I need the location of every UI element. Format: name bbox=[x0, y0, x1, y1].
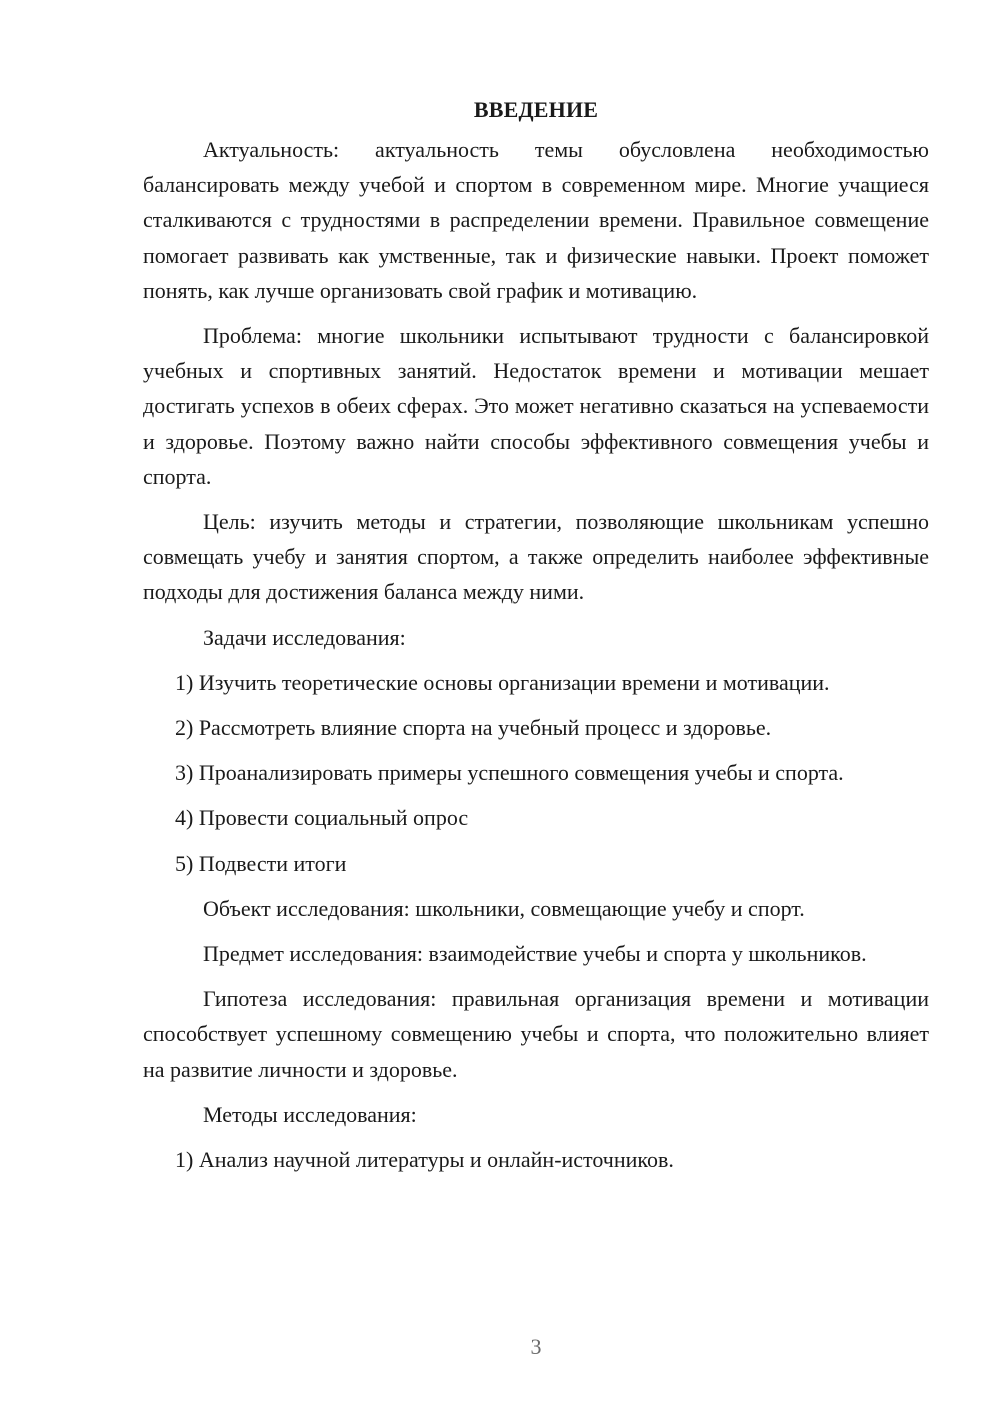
task-item-3: 3) Проанализировать примеры успешного совмещения учебы и спорта. bbox=[175, 760, 844, 786]
task-item-2: 2) Рассмотреть влияние спорта на учебный процесс и здоровье. bbox=[175, 715, 772, 741]
task-item-4: 4) Провести социальный опрос bbox=[175, 805, 469, 831]
page-number: 3 bbox=[530, 1334, 542, 1359]
tasks-title: Задачи исследования: bbox=[203, 624, 406, 650]
paragraph-object: Объект исследования: школьники, совмещающие учебу и спорт. bbox=[203, 895, 805, 921]
document-page bbox=[143, 92, 929, 1187]
task-item-5: 5) Подвести итоги bbox=[175, 850, 347, 876]
task-item-1: 1) Изучить теоретические основы организации времени и мотивации. bbox=[175, 669, 830, 695]
paragraph-problem: Проблема: многие школьники испытывают трудности с балансировкой учебных и спортивных занятий. Недостаток времени и мотивации мешает достигать успехов в обеих сферах. Это может негативно сказаться на успеваемости и здоровье. Поэтому важно найти способы эффективного совмещения учебы и спорта. bbox=[143, 323, 929, 489]
paragraph-relevance: Актуальность: актуальность темы обусловлена необходимостью балансировать между учебой и спортом в современном мире. Многие учащиеся сталкиваются с трудностями в распределении времени. Правильное совмещение помогает развивать как умственные, так и физические навыки. Проект поможет понять, как лучше организовать свой график и мотивацию. bbox=[143, 137, 929, 303]
methods-title: Методы исследования: bbox=[203, 1101, 417, 1127]
paragraph-hypothesis: Гипотеза исследования: правильная организация времени и мотивации способствует успешному совмещению учебы и спорта, что положительно влияет на развитие личности и здоровье. bbox=[143, 986, 929, 1082]
paragraph-goal: Цель: изучить методы и стратегии, позволяющие школьникам успешно совмещать учебу и занятия спортом, а также определить наиболее эффективные подходы для достижения баланса между ними. bbox=[143, 509, 929, 605]
paragraph-subject: Предмет исследования: взаимодействие учебы и спорта у школьников. bbox=[203, 941, 867, 967]
document-heading: ВВЕДЕНИЕ bbox=[473, 97, 599, 122]
method-item-1: 1) Анализ научной литературы и онлайн-источников. bbox=[175, 1147, 674, 1173]
